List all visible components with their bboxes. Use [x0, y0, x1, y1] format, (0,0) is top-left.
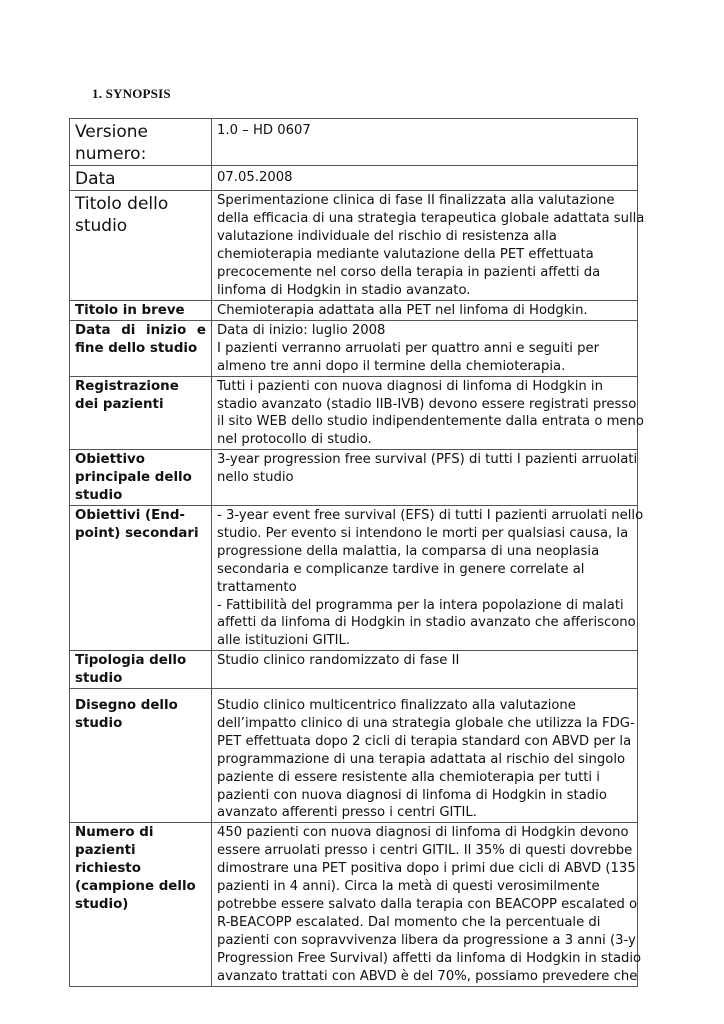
row-value: 3-year progression free survival (PFS) di tutti I pazienti arruolati nello studio — [212, 450, 638, 506]
row-versione — [70, 119, 638, 166]
row-value: - 3-year event free survival (EFS) di tutti I pazienti arruolati nello studio. Per evento si intendono le morti per qualsiasi causa, la progressione della malattia, la comparsa di una neoplasia secondaria e complicanze tardive in genere correlate al trattamento - Fattibilità del programma per la intera popolazione di malati affetti da linfoma di Hodgkin in stadio avanzato che afferiscono alle istituzioni GITIL. — [212, 505, 638, 650]
row-label: Tipologia dello studio — [70, 651, 212, 689]
row-titolo-breve — [70, 301, 638, 321]
row-data — [70, 166, 638, 191]
row-tipologia — [70, 651, 638, 689]
row-date — [70, 320, 638, 376]
row-value: Sperimentazione clinica di fase II finalizzata alla valutazione della efficacia di una strategia terapeutica globale adattata sulla valutazione individuale del rischio di resistenza alla chemioterapia mediante valutazione della PET effettuata precocemente nel corso della terapia in pazienti affetti da linfoma di Hodgkin in stadio avanzato. — [212, 191, 638, 301]
row-label: Numero di pazienti richiesto (campione dello studio) — [70, 823, 212, 986]
row-label: Obiettivo principale dello studio — [70, 450, 212, 506]
row-label: Registrazione dei pazienti — [70, 376, 212, 450]
row-label: Versione numero: — [70, 119, 212, 166]
row-titolo — [70, 191, 638, 301]
row-obiettivo — [70, 450, 638, 506]
section-heading: 1. SYNOPSIS — [92, 86, 171, 101]
row-value: Tutti i pazienti con nuova diagnosi di linfoma di Hodgkin in stadio avanzato (stadio IIB-IVB) devono essere registrati presso il sito WEB dello studio indipendentemente dalla entrata o meno nel protocollo di studio. — [212, 376, 638, 450]
row-value: Chemioterapia adattata alla PET nel linfoma di Hodgkin. — [212, 301, 638, 321]
row-obiettivi-secondari — [70, 505, 638, 650]
synopsis-table — [69, 118, 645, 987]
row-value: Studio clinico randomizzato di fase II — [212, 651, 638, 689]
row-numero-pazienti — [70, 823, 638, 986]
row-label: Obiettivi (End- point) secondari — [70, 505, 212, 650]
row-label: Disegno dello studio — [70, 689, 212, 823]
row-value: Data di inizio: luglio 2008 I pazienti verranno arruolati per quattro anni e seguiti per almeno tre anni dopo il termine della chemioterapia. — [212, 320, 638, 376]
row-value: Studio clinico multicentrico finalizzato alla valutazione dell’impatto clinico di una strategia globale che utilizza la FDG- PET effettuata dopo 2 cicli di terapia standard con ABVD per la programmazione di una terapia adattata al rischio del singolo paziente di essere resistente alla chemioterapia per tutti i pazienti con nuova diagnosi di linfoma di Hodgkin in stadio avanzato afferenti presso i centri GITIL. — [212, 689, 638, 823]
row-disegno — [70, 689, 638, 823]
row-registrazione — [70, 376, 638, 450]
row-value: 07.05.2008 — [212, 166, 638, 191]
row-label: Data di inizio e fine dello studio — [70, 320, 212, 376]
row-label: Titolo in breve — [70, 301, 212, 321]
row-value: 450 pazienti con nuova diagnosi di linfoma di Hodgkin devono essere arruolati presso i centri GITIL. Il 35% di questi dovrebbe dimostrare una PET positiva dopo i primi due cicli di ABVD (135 pazienti in 4 anni). Circa la metà di questi verosimilmente potrebbe essere salvato dalla terapia con BEACOPP escalated o R-BEACOPP escalated. Dal momento che la percentuale di pazienti con sopravvivenza libera da progressione a 3 anni (3-y Progression Free Survival) affetti da linfoma di Hodgkin in stadio avanzato trattati con ABVD è del 70%, possiamo prevedere che — [212, 823, 638, 986]
row-label: Data — [70, 166, 212, 191]
row-value: 1.0 – HD 0607 — [212, 119, 638, 166]
row-label: Titolo dello studio — [70, 191, 212, 301]
